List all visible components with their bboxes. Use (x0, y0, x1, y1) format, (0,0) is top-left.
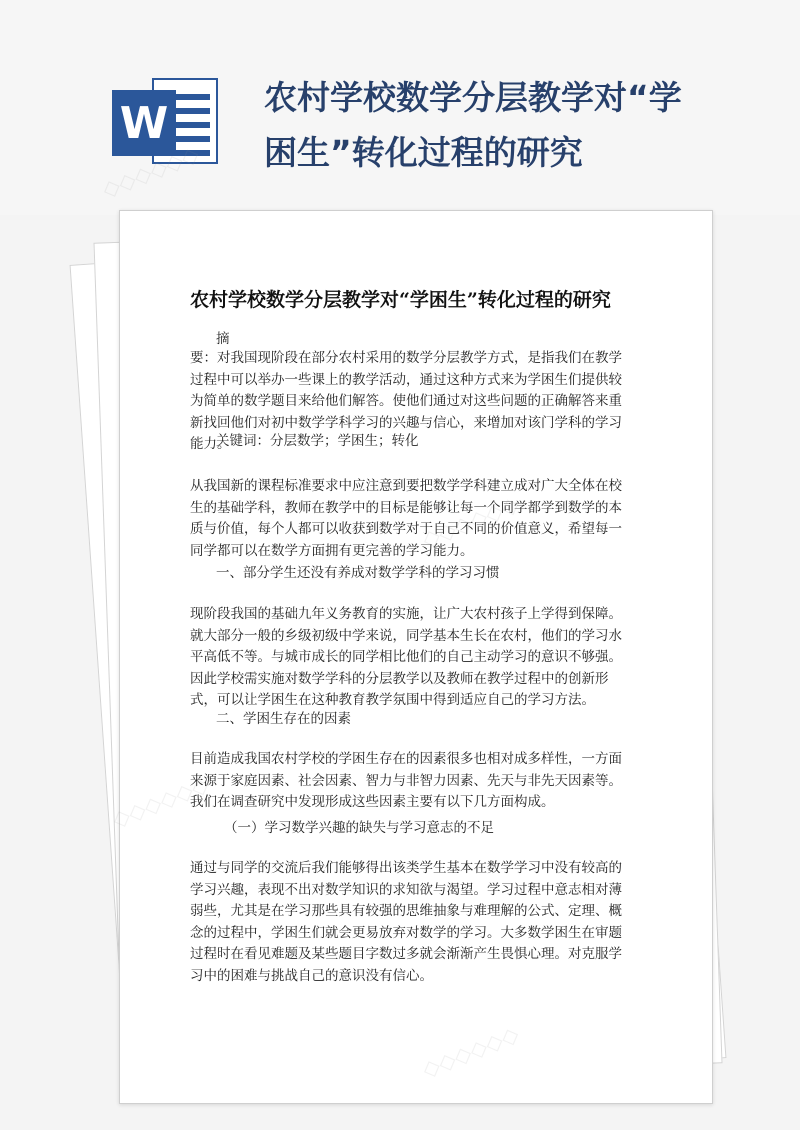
document-page (119, 210, 713, 1104)
section-paragraph-1: 现阶段我国的基础九年义务教育的实施，让广大农村孩子上学得到保障。就大部分一般的乡级初级中学来说，同学基本生长在农村，他们的学习水平高低不等。与城市成长的同学相比他们的自己主动学习的意识不够强。因此学校需实施对数学学科的分层教学以及教师在教学过程中的创新形式，可以让学困生在这种教育教学氛围中得到适应自己的学习方法。 (190, 606, 622, 708)
header-banner (0, 0, 800, 215)
keywords: 关键词：分层数学；学困生；转化 (216, 433, 419, 449)
abstract-label: 摘 (216, 331, 230, 347)
section-paragraph-2: 目前造成我国农村学校的学困生存在的因素很多也相对成多样性，一方面来源于家庭因素、社会因素、智力与非智力因素、先天与非先天因素等。我们在调查研究中发现形成这些因素主要有以下几方面构成。 (190, 751, 622, 810)
word-letter: W (119, 97, 169, 149)
document-title: 农村学校数学分层教学对“学困生”转化过程的研究 (190, 289, 611, 311)
header-title: 农村学校数学分层教学对“学困生”转化过程的研究 (264, 78, 682, 172)
section-heading-2: 二、学困生存在的因素 (216, 711, 351, 727)
intro-paragraph: 从我国新的课程标准要求中应注意到要把数学学科建立成对广大全体在校生的基础学科，教师在教学中的目标是能够让每一个同学都学到数学的本质与价值，每个人都可以收获到数学对于自己不同的价值意义，希望每一同学都可以在数学方面拥有更完善的学习能力。 (190, 478, 622, 559)
word-document-icon (112, 72, 222, 168)
subsection-heading-1: （一）学习数学兴趣的缺失与学习意志的不足 (224, 820, 494, 836)
section-heading-1: 一、部分学生还没有养成对数学学科的学习习惯 (216, 565, 500, 581)
word-badge (112, 90, 176, 156)
subsection-paragraph-1: 通过与同学的交流后我们能够得出该类学生基本在数学学习中没有较高的学习兴趣，表现不出对数学知识的求知欲与渴望。学习过程中意志相对薄弱些，尤其是在学习那些具有较强的思维抽象与难理解的公式、定理、概念的过程中，学困生们就会更易放弃对数学的学习。大多数学困生在审题过程时在看见难题及某些题目字数过多就会渐渐产生畏惧心理。对克服学习中的困难与挑战自己的意识没有信心。 (190, 860, 622, 984)
abstract-body: 要：对我国现阶段在部分农村采用的数学分层教学方式，是指我们在教学过程中可以举办一些课上的教学活动，通过这种方式来为学困生们提供较为简单的数学题目来给他们解答。使他们通过对这些问题的正确解答来重新找回他们对初中数学学科学习的兴趣与信心，来增加对该门学科的学习能力。 (190, 350, 622, 452)
